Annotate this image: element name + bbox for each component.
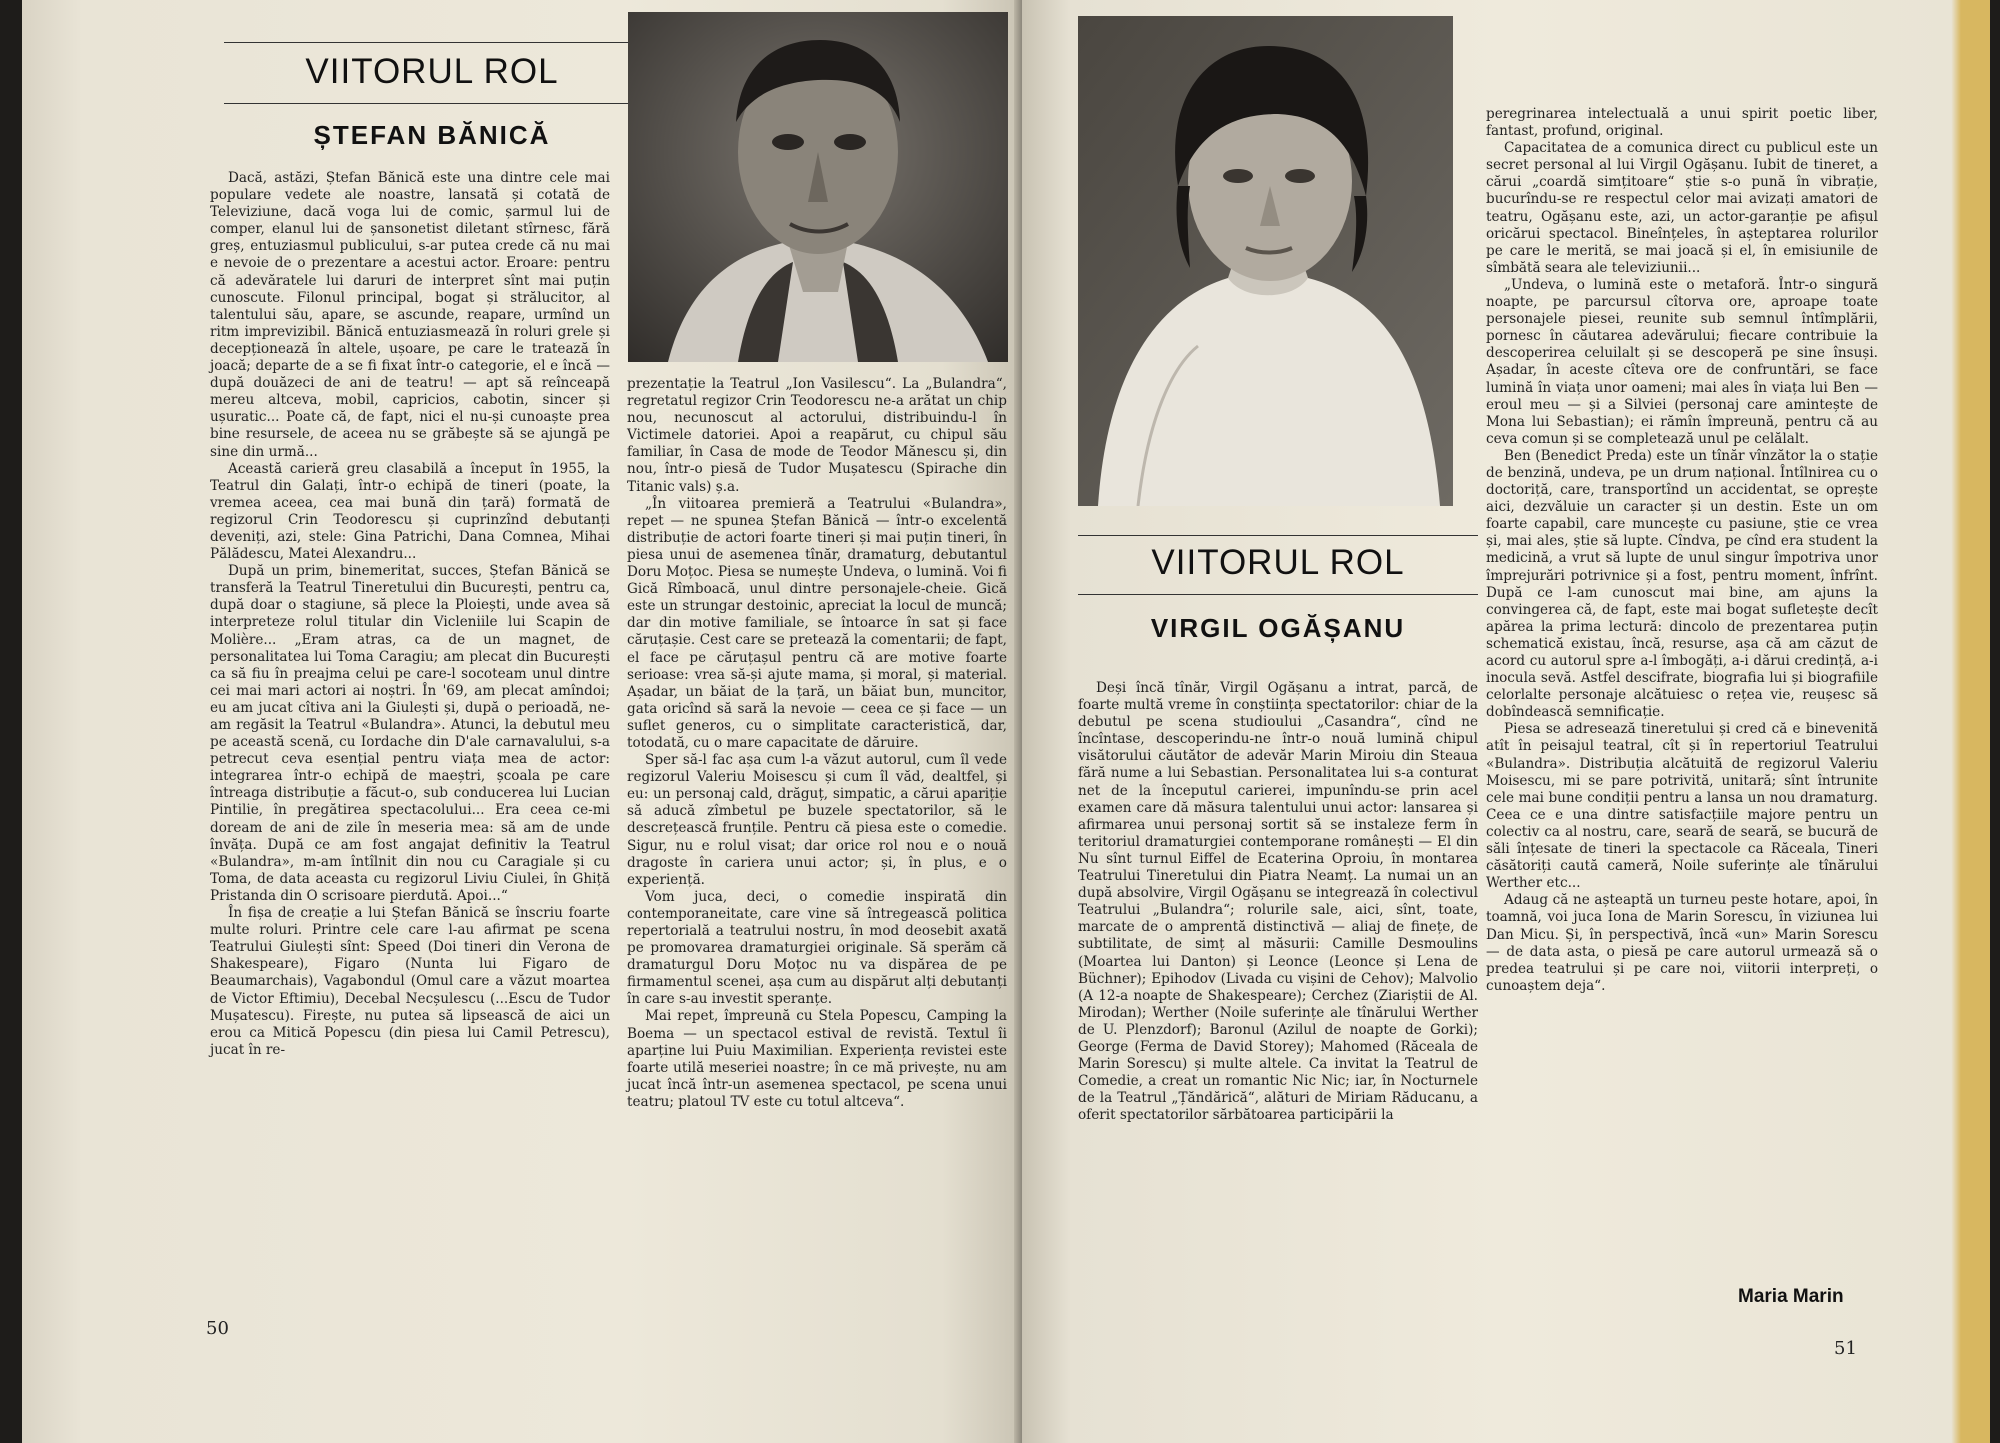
paragraph: Această carieră greu clasabilă a început în 1955, la Teatrul din Galați, într-o echipă de tineri (poate, la vremea aceea, cea mai bună din țară) formată de regizorul Crin Teodorescu și cuprinzînd debutanți deveniți, azi, stele: Gina Patrichi, Dana Comnea, Mihai Pălădescu, Matei Alexandru... [210, 460, 610, 563]
actor-name: VIRGIL OGĂȘANU [1150, 613, 1406, 643]
paragraph: Sper să-l fac așa cum l-a văzut autorul, cum îl vede regizorul Valeriu Moisescu și cum îl văd, dealtfel, și eu: un personaj cald, drăguț, simpatic, a cărui apariție să aducă zîmbetul pe buzele spectatorilor, să le descrețească frunțile. Pentru că piesa este o comedie. Sigur, nu e rolul visat; dar orice rol nou e o nouă dragoste în cariera unui actor; și, în plus, e o experiență. [627, 752, 1007, 888]
page-number: 50 [206, 1318, 229, 1339]
article-column-1 [1078, 680, 1478, 1124]
right-page [1022, 0, 1990, 1443]
title-divider [1078, 594, 1478, 595]
article-column-2 [1486, 106, 1878, 995]
paragraph: prezentație la Teatrul „Ion Vasilescu“. La „Bulandra“, regretatul regizor Crin Teodorescu ne-a arătat un chip nou, necunoscut al actorului, distribuindu-l în Victimele datoriei. Apoi a reapărut, cu chipul său familiar, în Casa de mode de Teodor Mănescu și, din nou, într-o piesă de Tudor Mușatescu (Spirache din Titanic vals) ș.a. [627, 376, 1007, 495]
title-divider [224, 103, 644, 104]
paragraph: Piesa se adresează tineretului și cred că e binevenită atît în peisajul teatral, cît și în repertoriul Teatrului «Bulandra». Distribuția alcătuită de regizorul Valeriu Moisescu, mi se pare potrivită, unitară; sînt întrunite cele mai bune condiții pentru a lansa un nou dramaturg. Ceea ce e una dintre satisfacțiile majore pentru un colectiv ca al nostru, care, seară de seară, se bucură de săli înțesate de tineri la spectacole ca Răceala, Tineri căsătoriți caută cameră, Noile suferințe ale tînărului Werther etc... [1486, 721, 1878, 892]
left-page [22, 0, 1022, 1443]
actor-name: ȘTEFAN BĂNICĂ [313, 120, 551, 150]
paragraph: Dacă, astăzi, Ștefan Bănică este una dintre cele mai populare vedete ale noastre, lansată și cotată de Televiziune, dacă voga lui de comic, șarmul lui de comper, elanul lui de șansonetist diletant stîrnesc, fără greș, entuziasmul publicului, s-ar putea crede că nu mai e nevoie de o prezentare a acestui actor. Eroare: pentru că adevăratele lui daruri de interpret sînt mai puțin cunoscute. Filonul principal, bogat și strălucitor, al talentului său, apare, se ascunde, reapare, urmînd un ritm imprevizibil. Bănică entuziasmează în roluri grele și decepționează în altele, ușoare, pe care le tratează în joacă; departe de a se fi fixat într-o categorie, el e încă — după douăzeci de ani de teatru! — apt să reînceapă mereu altceva, mobil, capricios, cabotin, sincer și ușuratic... Poate că, de fapt, nici el nu-și cunoaște prea bine resursele, de aceea nu se grăbește să se ajungă pe sine din urmă... [210, 170, 610, 460]
top-rule [224, 42, 644, 43]
paragraph: „În viitoarea premieră a Teatrului «Bulandra», repet — ne spunea Ștefan Bănică — într-o excelentă distribuție de actori foarte tineri și mai puțin tineri, în piesa unui de asemenea tînăr, dramaturg, debutantul Doru Moțoc. Piesa se numește Undeva, o lumină. Voi fi Gică Rîmboacă, unul dintre personajele-cheie. Gică este un strungar destoinic, apreciat la locul de muncă; dar din motive familiale, se întoarce în sat și face căruțașie. Cest care se pretează la comentarii; de fapt, el face pe căruțașul pentru că are motive foarte serioase: vrea să-și ajute mama, și moral, și material. Așadar, un băiat de la țară, un băiat bun, muncitor, gata oricînd să sară la nevoie — ceea ce și face — un suflet generos, cu o simplitate caracteristică, dar, totodată, cu o mare capacitate de dăruire. [627, 495, 1007, 751]
paragraph: peregrinarea intelectuală a unui spirit poetic liber, fantast, profund, original. [1486, 106, 1878, 140]
page-number: 51 [1834, 1338, 1857, 1359]
portrait-photo-ogasanu [1078, 16, 1453, 506]
paragraph: În fișa de creație a lui Ștefan Bănică se înscriu foarte multe roluri. Printre cele care l-au afirmat pe scena Teatrului Giulești sînt: Speed (Doi tineri din Verona de Shakespeare), Figaro (Nunta lui Figaro de Beaumarchais), Vagabondul (Omul care a văzut moartea de Victor Eftimiu), Decebal Necșulescu (...Escu de Tudor Mușatescu). Firește, nu putea să lipsească de aici un erou ca Mitică Popescu (din piesa lui Camil Petrescu), jucat în re- [210, 905, 610, 1058]
top-rule [1078, 535, 1478, 536]
paragraph: După un prim, binemeritat, succes, Ștefan Bănică se transferă la Teatrul Tineretului din București, pentru ca, după doar o stagiune, să plece la Ploiești, unde avea să interpreteze rolul titular din Vicleniile lui Scapin de Molière... „Eram atras, ca de un magnet, de personalitatea lui Toma Caragiu; am plecat din București ca să fiu în preajma celui pe care-l socoteam unul dintre cei mai mari actori ai noștri. În '69, am plecat amîndoi; eu am jucat cîtiva ani la Giulești și, după o perioadă, ne-am regăsit la Teatrul «Bulandra». Atunci, la debutul meu pe această scenă, cu Iordache din D'ale carnavalului, s-a petrecut ceva esențial pentru viața mea de actor: integrarea într-o echipă de maeștri, școala pe care întreaga distribuție a făcut-o, sub conducerea lui Lucian Pintilie, în pregătirea spectacolului... Era ceea ce-mi doream de ani de zile în meseria mea: să am de unde învăța. După ce am fost angajat definitiv la Teatrul «Bulandra», m-am întîlnit din nou cu Caragiale și cu Toma, de data aceasta cu regizorul Liviu Ciulei, în Ghiță Pristanda din O scrisoare pierdută. Apoi...“ [210, 563, 610, 904]
section-title: VIITORUL ROL [1151, 543, 1405, 582]
paragraph: „Undeva, o lumină este o metaforă. Într-o singură noapte, pe parcursul cîtorva ore, aproape toate personajele piesei, reunite sub semnul întîmplării, pornesc în căutarea adevărului; fiecare contribuie la descoperirea celuilalt și se descoperă pe sine însuși. Așadar, în aceste cîteva ore de confruntări, se face lumină în viața unor oameni; mai ales în viața lui Ben — eroul meu — și a Silviei (personaj care amintește de Mona lui Sebastian); ei rămîn împreună, pentru că au ceva comun și se completează unul pe celălalt. [1486, 276, 1878, 447]
paragraph: Capacitatea de a comunica direct cu publicul este un secret personal al lui Virgil Ogășanu. Iubit de tineret, a cărui „coardă simțitoare“ știe s-o pună în vibrație, bucurîndu-se re respectul celor mai avizați amatori de teatru, Ogășanu este, azi, un actor-garanție pe afișul oricărui spectacol. Bineînțeles, în așteptarea rolurilor pe care le merită, se mai joacă și el, în emisiunile de sîmbătă seara ale televiziunii... [1486, 140, 1878, 276]
paragraph: Deși încă tînăr, Virgil Ogășanu a intrat, parcă, de foarte multă vreme în conștiința spectatorilor: chiar de la debutul pe scena studioului „Casandra“, cînd ne încîntase, descoperindu-ne într-o nouă lumină chipul visătorului căutător de adevăr Marin Miroiu din Steaua fără nume a lui Sebastian. Personalitatea lui s-a conturat net de la începutul carierei, impunîndu-se prin acel examen care dă măsura talentului unui actor: lansarea și afirmarea unui personaj sortit să se instaleze ferm în teritoriul dramaturgiei contemporane românești — El din Nu sînt turnul Eiffel de Ecaterina Oproiu, în montarea Teatrului Tineretului din Piatra Neamț. La numai un an după absolvire, Virgil Ogășanu se integrează în colectivul Teatrului „Bulandra“; rolurile sale, aici, sînt, toate, marcate de o amprentă distinctivă — aliaj de finețe, de subtilitate, de simț al măsurii: Camille Desmoulins (Moartea lui Danton) și Leonce (Leonce și Lena de Büchner); Epihodov (Livada cu vișini de Cehov); Malvolio (A 12-a noapte de Shakespeare); Cerchez (Ziariștii de Al. Mirodan); Werther (Noile suferințe ale tînărului Werther de U. Plenzdorf); Baronul (Azilul de noapte de Gorki); George (Ferma de David Storey); Mahomed (Răceala de Marin Sorescu) și multe altele. Ca invitat la Teatrul de Comedie, a creat un romantic Nic Nic; iar, în Nocturnele de la Teatrul „Țăndărică“, alături de Miriam Răducanu, a oferit spectatorilor sărbătoarea participării la [1078, 680, 1478, 1124]
article-column-1 [210, 170, 610, 1059]
author-signature: Maria Marin [1738, 1286, 1844, 1307]
paragraph: Vom juca, deci, o comedie inspirată din contemporaneitate, care vine să întregească politica repertorială a teatrului nostru, în mod deosebit axată pe promovarea dramaturgiei originale. Să sperăm că dramaturgul Doru Moțoc nu va dispărea de pe firmamentul scenei, așa cum au dispărut alți debutanți în care s-au investit speranțe. [627, 888, 1007, 1008]
section-title: VIITORUL ROL [305, 52, 559, 91]
paragraph: Ben (Benedict Preda) este un tînăr vînzător la o stație de benzină, undeva, pe un drum național. Întîlnirea cu o doctoriță, care, transportînd un accidentat, se oprește aici, dezvăluie un caracter și un destin. Este un om foarte capabil, care muncește cu pasiune, știe ce vrea și, mai ales, știe să lupte. Cîndva, pe cînd era student la medicină, a vrut să lupte de unul singur împotriva unor împrejurări potrivnice și a fost, pentru moment, înfrînt. După ce l-am cunoscut mai bine, am ajuns la convingerea că, de fapt, este mai bogat sufletește decît apărea la prima lectură: dincolo de prezentarea puțin schematică existau, încă, resurse, așa că am căzut de acord cu autorul spre a-l îmbogăți, a-i dărui credință, a-i inocula sevă. Astfel descifrate, biografia lui și biografiile celorlalte personaje alcătuiesc o rețea vie, reușesc să dobîndească semnificație. [1486, 447, 1878, 721]
portrait-photo-banica [628, 12, 1008, 362]
paragraph: Adaug că ne așteaptă un turneu peste hotare, apoi, în toamnă, voi juca Iona de Marin Sorescu, în viziunea lui Dan Micu. Și, în perspectivă, încă «un» Marin Sorescu — de data asta, o piesă pe care autorul urmează să o predea teatrului și pe care noi, viitorii interpreți, o cunoaștem deja“. [1486, 892, 1878, 994]
article-column-2 [627, 376, 1007, 1111]
paragraph: Mai repet, împreună cu Stela Popescu, Camping la Boema — un spectacol estival de revistă. Textul îi aparține lui Puiu Maximilian. Experiența revistei este foarte utilă meseriei noastre; în ce mă privește, nu am jucat încă într-un asemenea spectacol, pe scena unui teatru; platoul TV este cu totul altceva“. [627, 1008, 1007, 1110]
